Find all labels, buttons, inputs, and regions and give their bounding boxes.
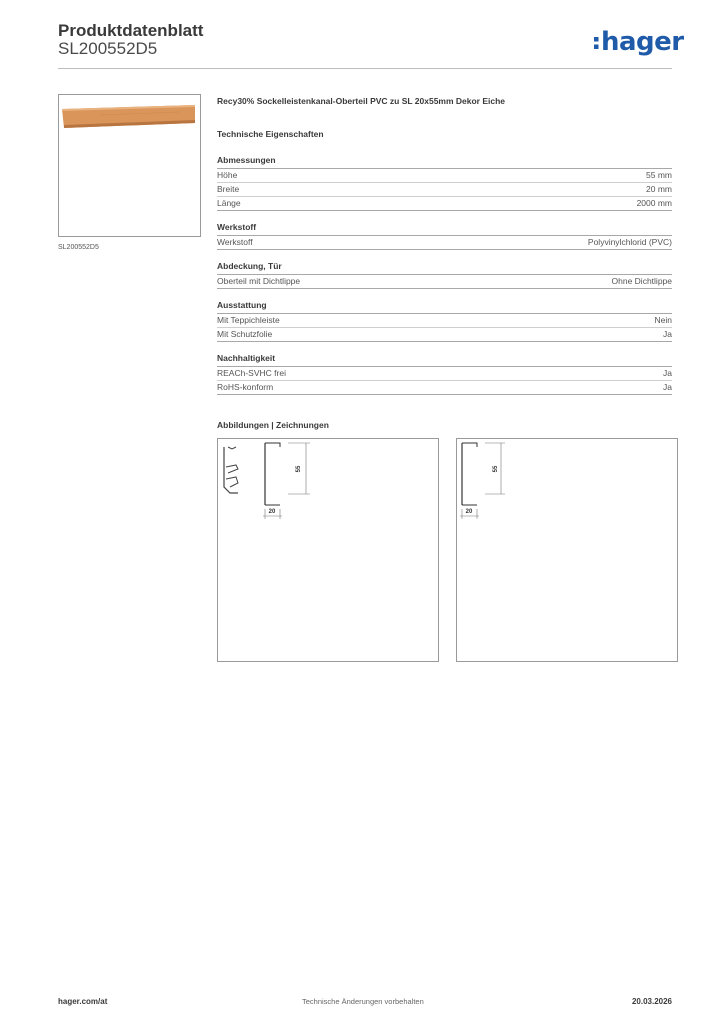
technical-drawing-2	[456, 438, 678, 662]
row-label: Länge	[217, 198, 241, 208]
width-dimension-label: 20	[268, 509, 276, 515]
table-row	[217, 314, 672, 328]
width-dimension-label: 20	[465, 509, 473, 515]
row-value: Ja	[663, 329, 672, 339]
product-details	[217, 96, 672, 395]
row-value: 20 mm	[646, 184, 672, 194]
product-name: Recy30% Sockelleistenkanal-Oberteil PVC zu SL 20x55mm Dekor Eiche	[217, 96, 506, 106]
profile-drawing-icon	[457, 439, 677, 661]
tech-properties-heading: Technische Eigenschaften	[217, 129, 324, 139]
row-value: 2000 mm	[636, 198, 672, 208]
product-image	[58, 94, 201, 237]
row-label: REACh-SVHC frei	[217, 368, 286, 378]
footer-date: 20.03.2026	[631, 997, 672, 1006]
profile-drawing-icon	[218, 439, 438, 661]
table-row	[217, 183, 672, 197]
table-row	[217, 236, 672, 250]
row-value: 55 mm	[646, 170, 672, 180]
table-row	[217, 328, 672, 342]
row-value: Polyvinylchlorid (PVC)	[587, 237, 672, 247]
section-material	[217, 222, 672, 250]
row-label: Breite	[217, 184, 240, 194]
row-label: Mit Schutzfolie	[217, 329, 273, 339]
table-row	[217, 169, 672, 183]
height-dimension-label: 55	[493, 465, 499, 473]
row-label: RoHS-konform	[217, 382, 274, 392]
section-equipment	[217, 300, 672, 342]
row-value: Ja	[663, 368, 672, 378]
row-value: Nein	[654, 315, 672, 325]
row-value: Ja	[663, 382, 672, 392]
section-title: Werkstoff	[217, 222, 672, 236]
header-divider	[58, 68, 672, 69]
logo-dots-icon	[594, 28, 599, 58]
section-title: Abmessungen	[217, 155, 672, 169]
logo-text: hager	[601, 27, 684, 57]
row-label: Oberteil mit Dichtlippe	[217, 276, 301, 286]
row-label: Höhe	[217, 170, 238, 180]
section-sustainability	[217, 353, 672, 395]
section-title: Ausstattung	[217, 300, 672, 314]
figures-heading: Abbildungen | Zeichnungen	[217, 420, 329, 430]
section-title: Abdeckung, Tür	[217, 261, 672, 275]
row-value: Ohne Dichtlippe	[611, 276, 672, 286]
product-image-wood-trim-icon	[59, 95, 200, 236]
row-label: Mit Teppichleiste	[217, 315, 280, 325]
table-row	[217, 275, 672, 289]
height-dimension-label: 55	[296, 465, 302, 473]
section-dimensions	[217, 155, 672, 211]
row-label: Werkstoff	[217, 237, 253, 247]
section-cover	[217, 261, 672, 289]
product-code-caption: SL200552D5	[58, 244, 99, 251]
header-product-code: SL200552D5	[58, 39, 158, 58]
table-row	[217, 367, 672, 381]
technical-drawing-1	[217, 438, 439, 662]
footer-disclaimer: Technische Änderungen vorbehalten	[302, 997, 424, 1006]
footer-website-link[interactable]: hager.com/at	[58, 997, 108, 1006]
header-title: Produktdatenblatt	[58, 21, 204, 40]
table-row	[217, 381, 672, 395]
hager-logo	[594, 27, 684, 58]
section-title: Nachhaltigkeit	[217, 353, 672, 367]
table-row	[217, 197, 672, 211]
